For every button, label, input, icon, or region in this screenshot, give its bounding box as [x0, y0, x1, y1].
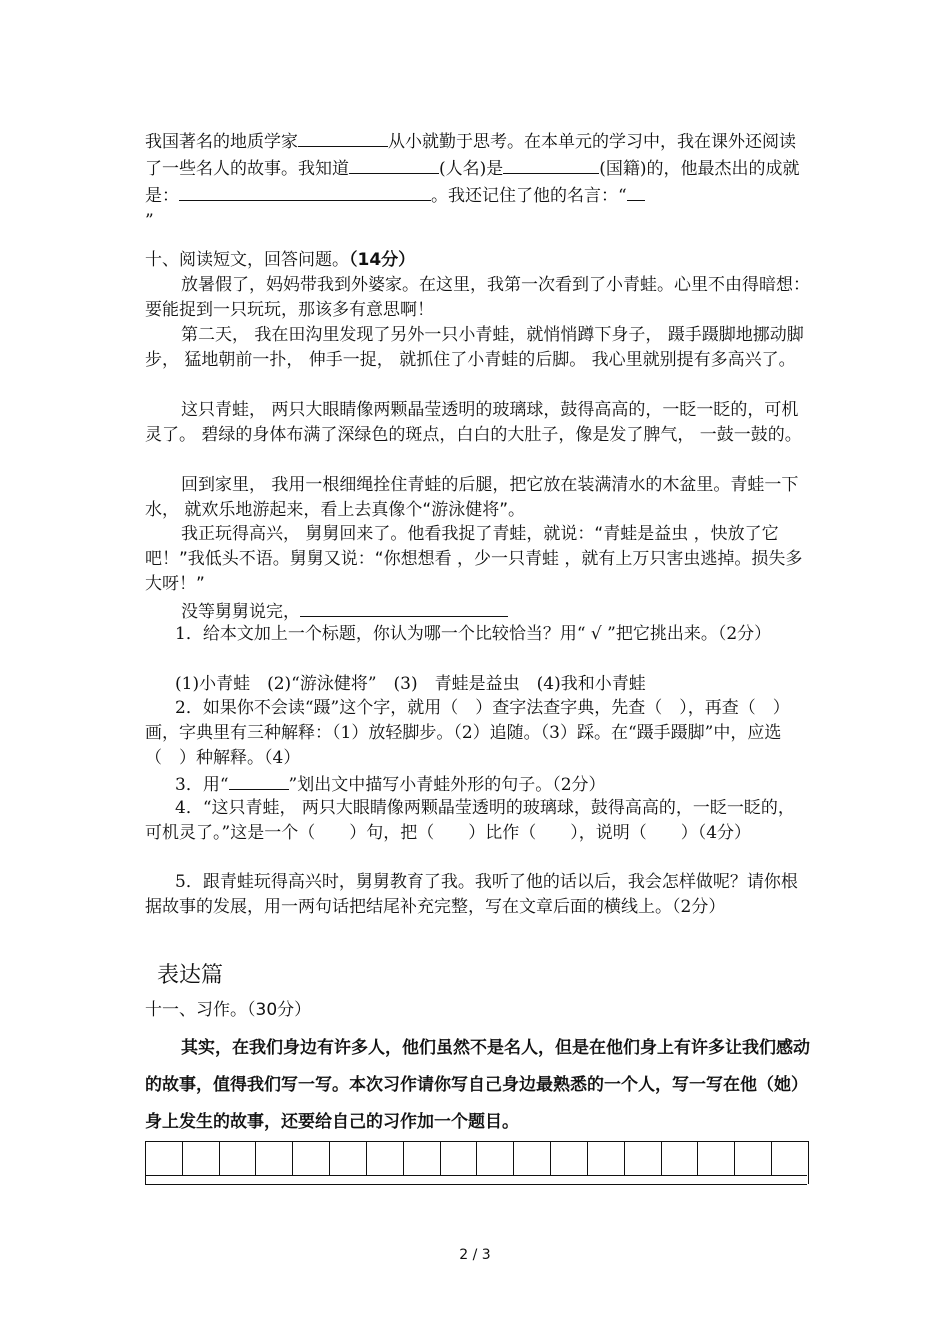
answer-line [300, 598, 508, 617]
grid-divider [145, 1175, 807, 1185]
text-segment: 我国著名的地质学家 [145, 132, 298, 152]
story-last-line: 没等舅舅说完， [145, 598, 810, 625]
section-11-title: 十一、习作。（30分） [145, 1000, 312, 1020]
grid-cell[interactable] [293, 1142, 330, 1176]
grid-cell[interactable] [146, 1142, 183, 1176]
text-segment: (国籍)的，他最杰出的成就是： [145, 159, 800, 206]
grid-cell[interactable] [514, 1142, 551, 1176]
question-1: 1．给本文加上一个标题，你认为哪一个比较恰当？用“ √ ”把它挑出来。（2分） [175, 624, 772, 644]
story-paragraph-5: 我正玩得高兴， 舅舅回来了。他看我捉了青蛙，就说：“青蛙是益虫 ，快放了它吧！”我低头不语。舅舅又说：“你想想看 ，少一只青蛙 ，就有上万只害虫逃掉。损失多大呀！” [145, 524, 803, 594]
grid-cell[interactable] [183, 1142, 220, 1176]
grid-cell[interactable] [477, 1142, 514, 1176]
story-paragraph-2: 第二天， 我在田沟里发现了另外一只小青蛙，就悄悄蹲下身子， 蹑手蹑脚地挪动脚步， 猛地朝前一扑， 伸手一捉， 就抓住了小青蛙的后脚。 我心里就别提有多高兴了。 [145, 325, 804, 370]
grid-cell[interactable] [625, 1142, 662, 1176]
blank-line [627, 182, 645, 201]
page-number: 2 / 3 [459, 1247, 491, 1263]
grid-cell[interactable] [220, 1142, 257, 1176]
grid-cell[interactable] [662, 1142, 699, 1176]
blank-line [349, 155, 439, 174]
text-segment: (人名)是 [439, 159, 504, 179]
grid-cell[interactable] [735, 1142, 772, 1176]
grid-cell[interactable] [367, 1142, 404, 1176]
text-segment: ” [145, 211, 154, 231]
section-10-title: 十、阅读短文，回答问题。（14分） [145, 250, 416, 270]
question-4: 4．“这只青蛙， 两只大眼睛像两颗晶莹透明的玻璃球，鼓得高高的，一眨一眨的，可机灵了。”这是一个（ ）句，把（ ）比作（ ），说明（ ）（4分） [145, 798, 795, 843]
question-2: 2．如果你不会读“蹑”这个字，就用（ ）查字法查字典，先查（ ），再查（ ）画，字典里有三种解释：（1）放轻脚步。（2）追随。（3）踩。在“蹑手蹑脚”中，应选（ ）种解释。（4） [145, 698, 790, 768]
blank-line [179, 182, 431, 201]
question-3: 3．用“ ”划出文中描写小青蛙外形的句子。（2分） [145, 771, 810, 798]
grid-cell[interactable] [441, 1142, 478, 1176]
grid-cell[interactable] [772, 1142, 808, 1176]
blank-line [298, 128, 388, 147]
question-1-options: (1)小青蛙 (2)“游泳健将” (3) 青蛙是益虫 (4)我和小青蛙 [175, 674, 646, 694]
writing-prompt: 其实，在我们身边有许多人，他们虽然不是名人，但是在他们身上有许多让我们感动的故事，值得我们写一写。本次习作请你写自己身边最熟悉的一个人，写一写在他（她）身上发生的故事，还要给自己的习作加一个题目。 [145, 1038, 810, 1132]
grid-cell[interactable] [330, 1142, 367, 1176]
text-segment: 从小就勤于思考。在本单元的学习中，我在课外还阅读了一些名人的故事。我知道 [145, 132, 796, 179]
grid-cell[interactable] [698, 1142, 735, 1176]
story-paragraph-4: 回到家里， 我用一根细绳拴住青蛙的后腿，把它放在装满清水的木盆里。青蛙一下水， 就欢乐地游起来，看上去真像个“游泳健将”。 [145, 475, 799, 520]
grid-cell[interactable] [551, 1142, 588, 1176]
grid-cell[interactable] [256, 1142, 293, 1176]
expression-heading: 表达篇 [157, 963, 224, 988]
blank-line [503, 155, 599, 174]
grid-cell[interactable] [404, 1142, 441, 1176]
underline-sample [229, 771, 289, 790]
question-5: 5．跟青蛙玩得高兴时，舅舅教育了我。我听了他的话以后，我会怎样做呢？请你根据故事的发展，用一两句话把结尾补充完整，写在文章后面的横线上。（2分） [145, 872, 798, 917]
intro-paragraph [145, 128, 810, 234]
story-paragraph-1: 放暑假了，妈妈带我到外婆家。在这里，我第一次看到了小青蛙。心里不由得暗想：要能捉到一只玩玩，那该多有意思啊！ [145, 275, 810, 320]
grid-cell[interactable] [588, 1142, 625, 1176]
text-segment: 。我还记住了他的名言：“ [431, 186, 627, 206]
story-paragraph-3: 这只青蛙， 两只大眼睛像两颗晶莹透明的玻璃球，鼓得高高的，一眨一眨的，可机灵了。 碧绿的身体布满了深绿色的斑点，白白的大肚子，像是发了脾气， 一鼓一鼓的。 [145, 400, 802, 445]
